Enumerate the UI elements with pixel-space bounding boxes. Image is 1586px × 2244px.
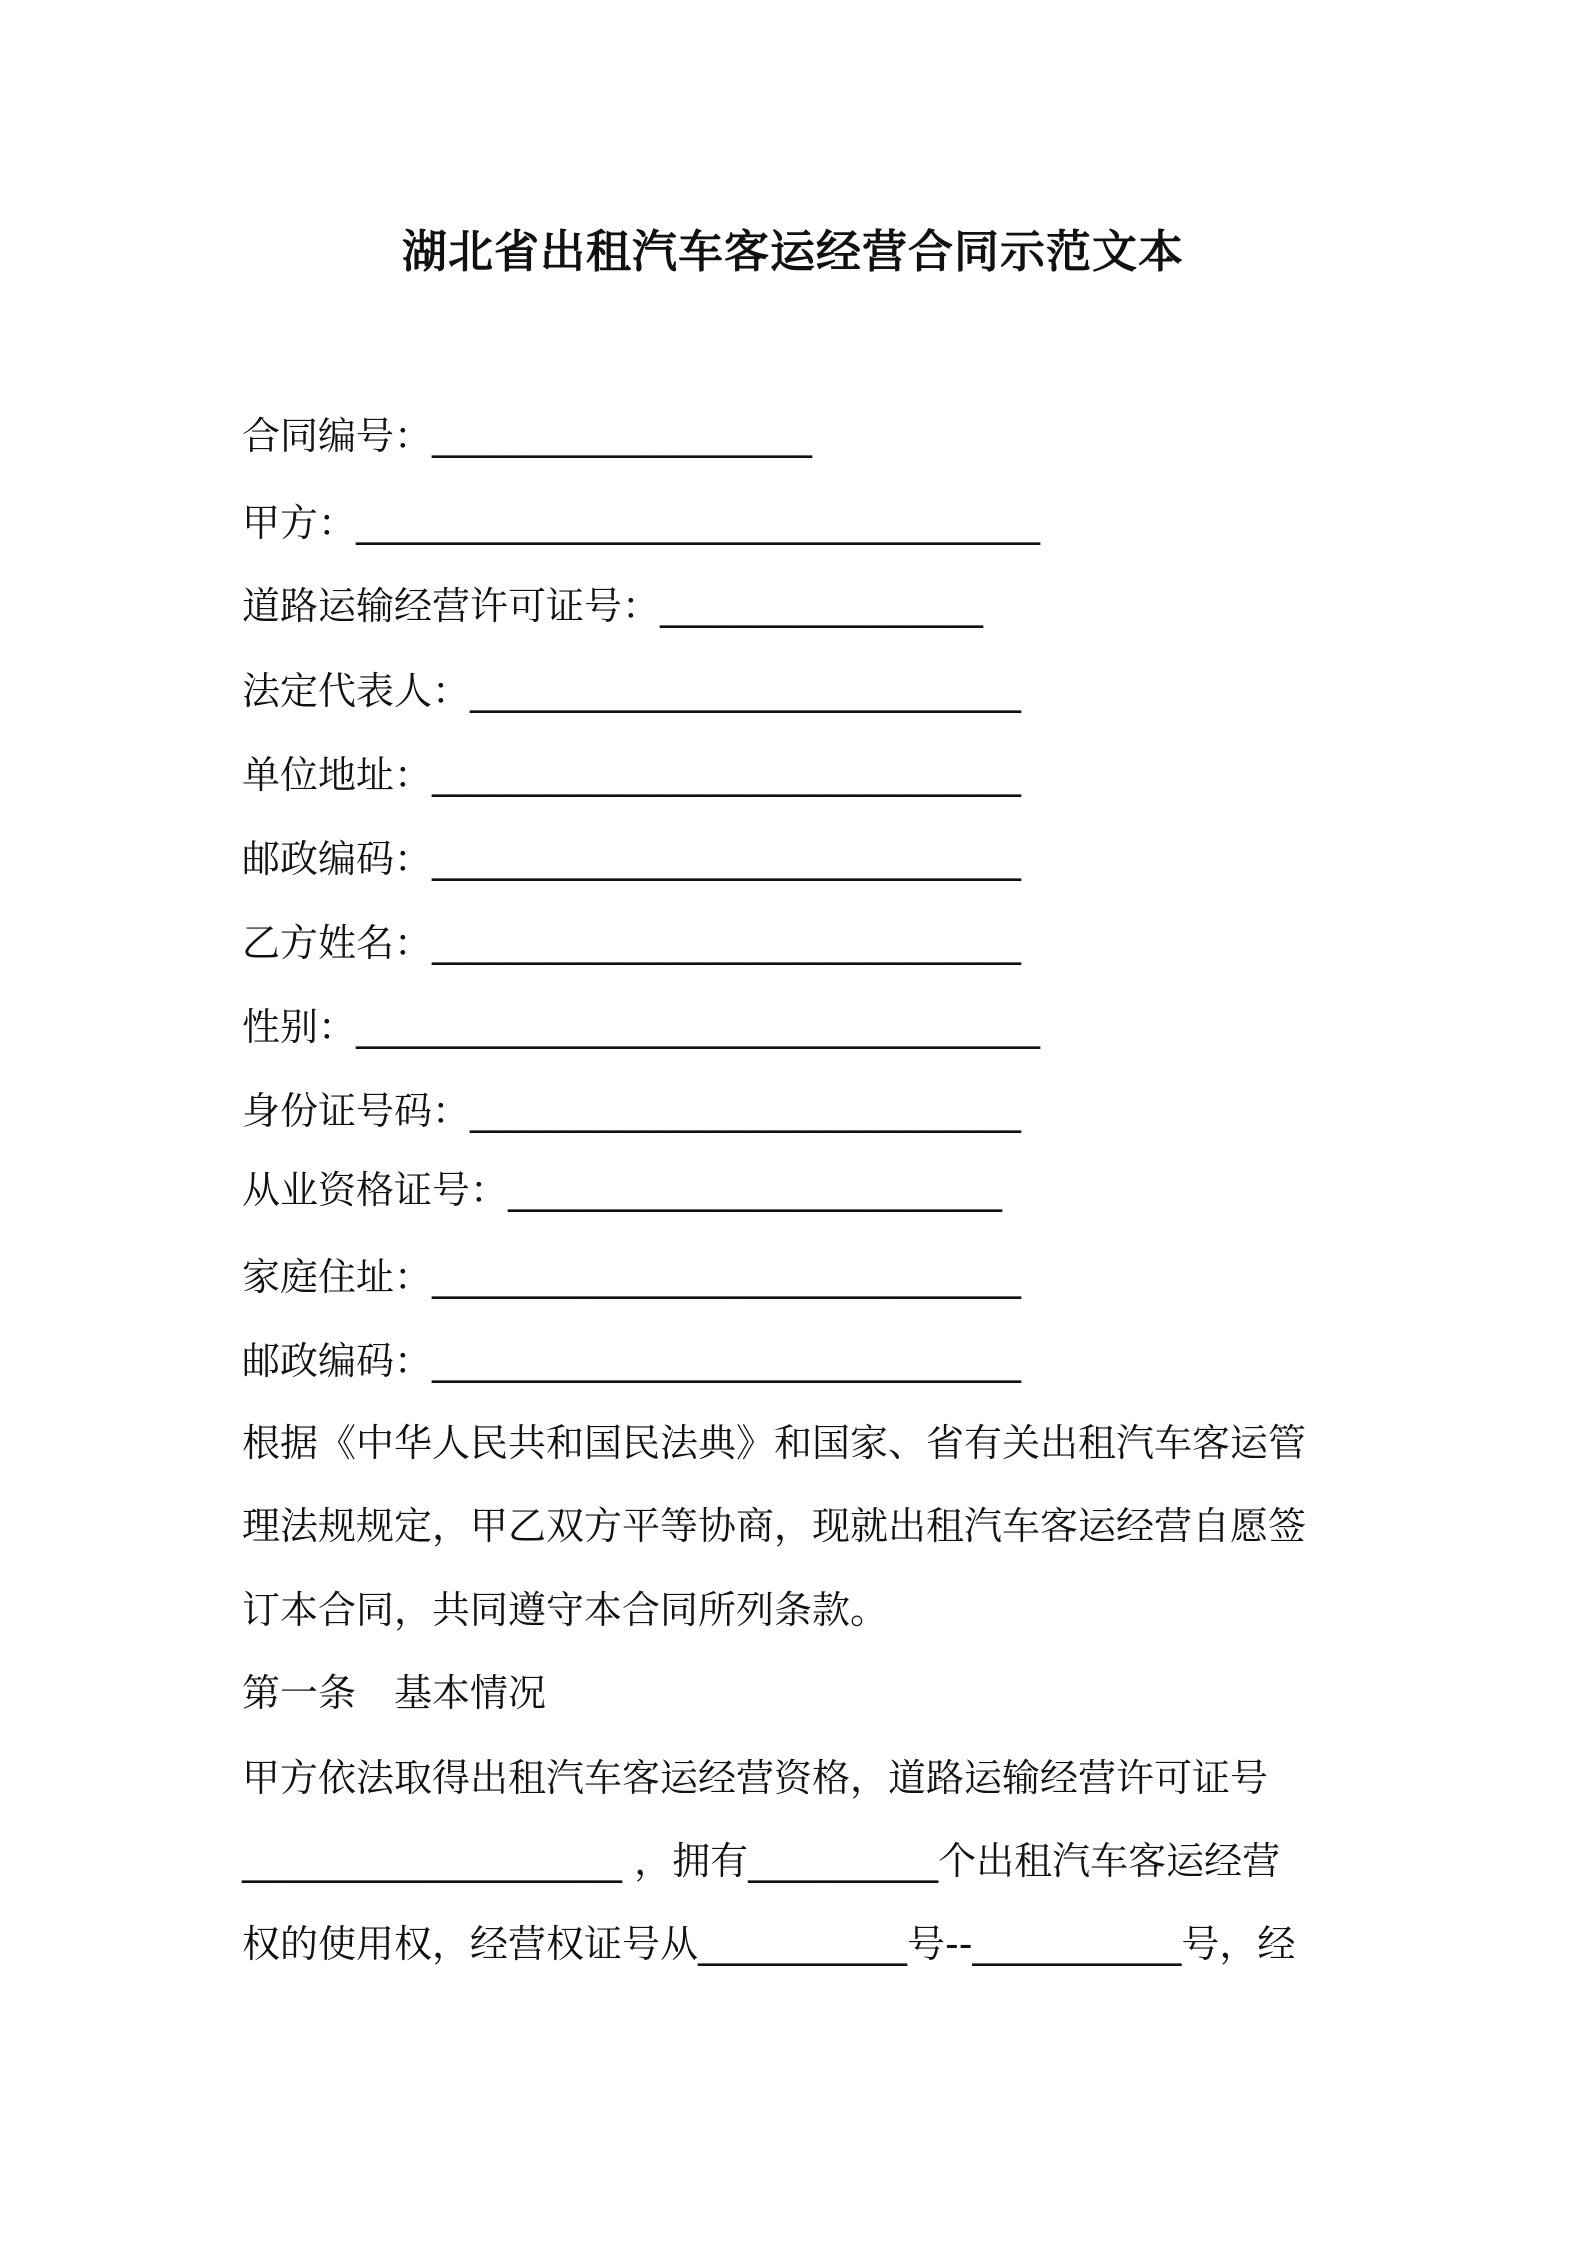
- field-label: 性别：: [242, 1005, 357, 1049]
- field-blank: _______________________________: [432, 1339, 1022, 1383]
- field-postal-code-b: [242, 1339, 1022, 1383]
- field-blank: ____________________________________: [356, 1005, 1041, 1049]
- field-blank: ____________________________________: [356, 501, 1041, 545]
- field-label: 道路运输经营许可证号：: [242, 584, 661, 628]
- article-line: ____________________ ，拥有__________个出租汽车客运经营: [242, 1839, 1281, 1883]
- field-license-number: [242, 584, 984, 628]
- field-label: 从业资格证号：: [242, 1168, 509, 1212]
- document-title: 湖北省出租汽车客运经营合同示范文本: [401, 225, 1184, 278]
- article-line: 权的使用权，经营权证号从___________号--___________号，经: [242, 1922, 1296, 1966]
- field-blank: __________________________: [508, 1168, 1003, 1212]
- field-qualification-number: [242, 1168, 1003, 1212]
- field-label: 单位地址：: [242, 753, 433, 797]
- field-blank: _________________: [660, 584, 984, 628]
- field-party-b-name: [242, 921, 1022, 965]
- article-heading: 第一条 基本情况: [242, 1671, 547, 1715]
- field-label: 乙方姓名：: [242, 921, 433, 965]
- field-label: 法定代表人：: [242, 669, 471, 713]
- field-label: 邮政编码：: [242, 1339, 433, 1383]
- field-label: 家庭住址：: [242, 1255, 433, 1299]
- field-blank: ____________________: [432, 414, 813, 458]
- field-legal-representative: [242, 669, 1022, 713]
- field-label: 合同编号：: [242, 414, 433, 458]
- field-label: 甲方：: [242, 501, 357, 545]
- preamble-line: 根据《中华人民共和国民法典》和国家、省有关出租汽车客运管: [242, 1421, 1307, 1465]
- preamble-line: 订本合同，共同遵守本合同所列条款。: [242, 1588, 889, 1632]
- article-line: 甲方依法取得出租汽车客运经营资格，道路运输经营许可证号: [242, 1756, 1269, 1800]
- field-postal-code-a: [242, 837, 1022, 881]
- field-label: 身份证号码：: [242, 1089, 471, 1133]
- field-gender: [242, 1005, 1041, 1049]
- field-blank: _____________________________: [470, 669, 1022, 713]
- field-party-a: [242, 501, 1041, 545]
- field-blank: _______________________________: [432, 921, 1022, 965]
- field-home-address: [242, 1255, 1022, 1299]
- field-label: 邮政编码：: [242, 837, 433, 881]
- preamble-line: 理法规规定，甲乙双方平等协商，现就出租汽车客运经营自愿签: [242, 1504, 1307, 1548]
- field-company-address: [242, 753, 1022, 797]
- field-blank: _____________________________: [470, 1089, 1022, 1133]
- field-blank: _______________________________: [432, 1255, 1022, 1299]
- field-id-number: [242, 1089, 1022, 1133]
- field-blank: _______________________________: [432, 753, 1022, 797]
- field-contract-number: [242, 414, 813, 458]
- field-blank: _______________________________: [432, 837, 1022, 881]
